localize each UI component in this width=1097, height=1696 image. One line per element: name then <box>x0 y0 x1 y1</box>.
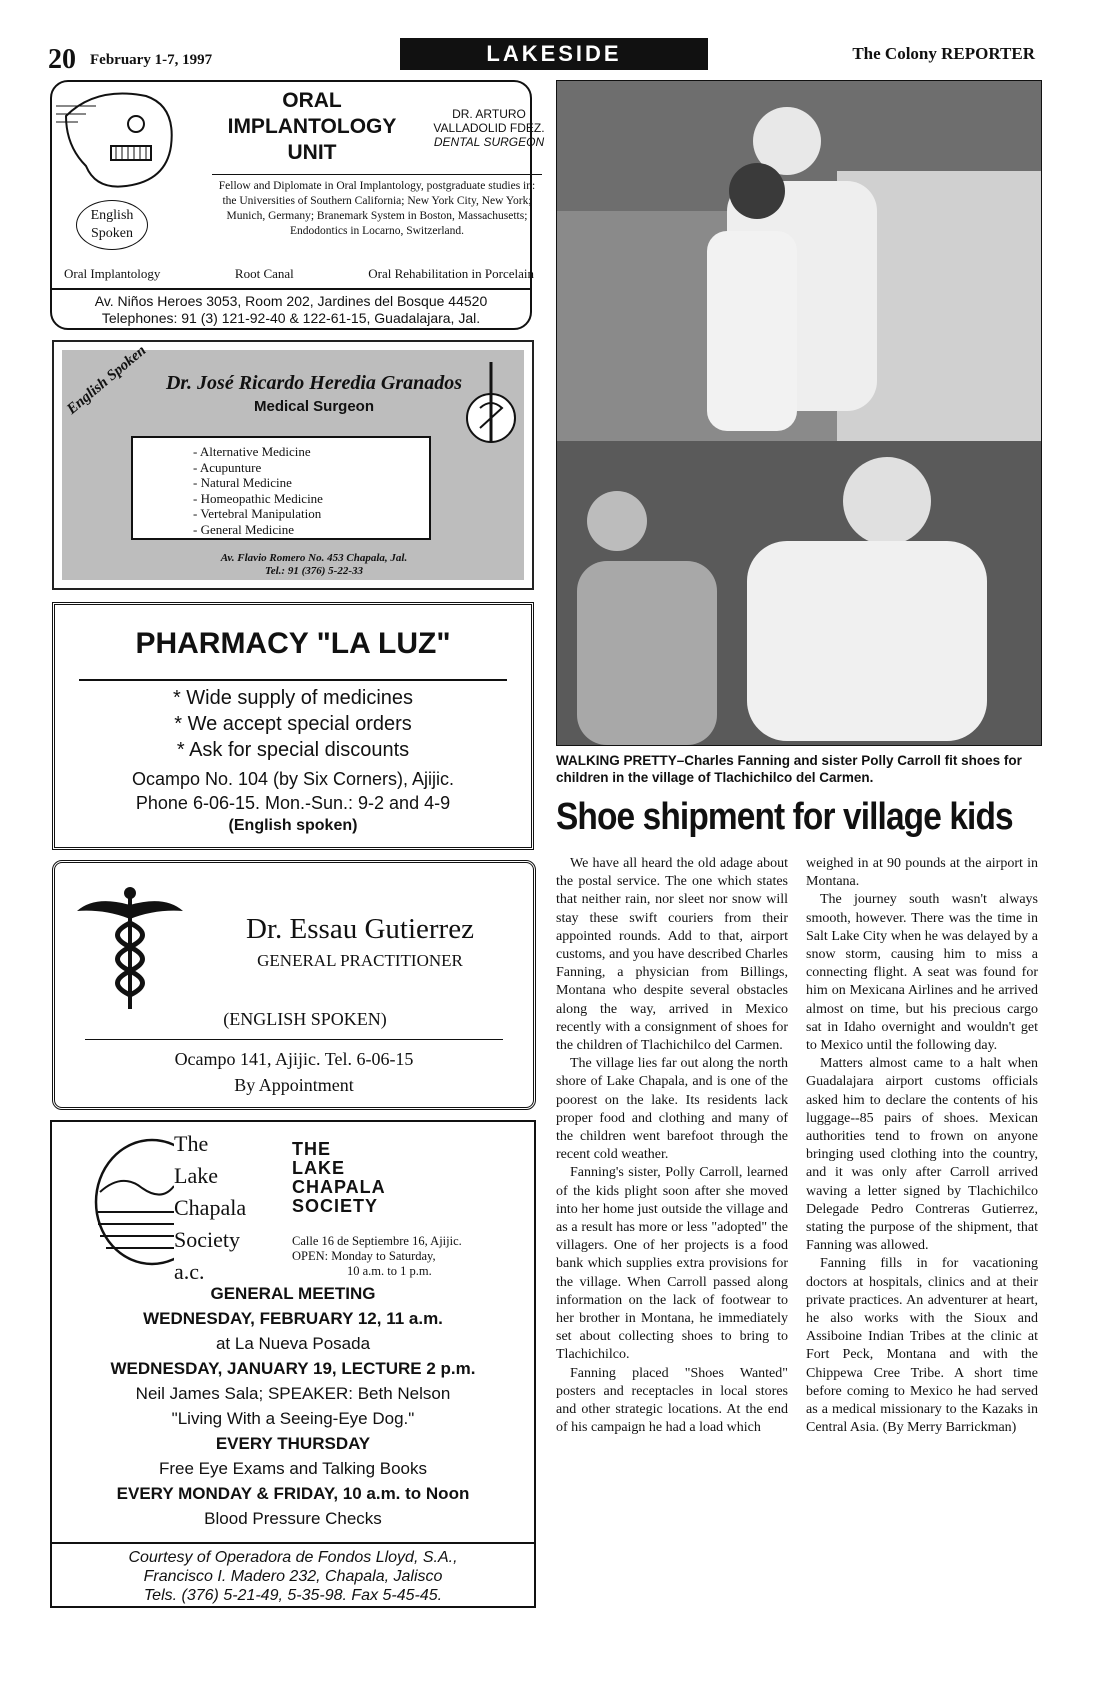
ad1-services <box>64 266 534 282</box>
gutierrez-role: GENERAL PRACTITIONER <box>257 951 463 970</box>
event-line: GENERAL MEETING <box>210 1284 376 1303</box>
event-line: EVERY MONDAY & FRIDAY, 10 a.m. to Noon <box>116 1484 470 1503</box>
pharmacy-address: Ocampo No. 104 (by Six Corners), Ajijic. <box>131 769 455 789</box>
pharmacy-bullet: * We accept special orders <box>174 713 412 735</box>
event-line: WEDNESDAY, JANUARY 19, LECTURE 2 p.m. <box>110 1359 476 1378</box>
service-item: Root Canal <box>234 266 294 281</box>
divider <box>85 1039 503 1040</box>
society-name <box>292 1140 386 1216</box>
society-credit <box>52 1542 534 1605</box>
pharmacy-phone-hours: Phone 6-06-15. Mon.-Sun.: 9-2 and 4-9 <box>135 793 451 813</box>
skull-illustration-icon <box>56 86 186 196</box>
gutierrez-english: (ENGLISH SPOKEN) <box>223 1009 387 1029</box>
ad2-phone: Tel.: 91 (376) 5-22-33 <box>265 565 363 577</box>
article-column-2 <box>806 855 1038 1438</box>
ad2-address: Av. Flavio Romero No. 453 Chapala, Jal. <box>220 552 408 564</box>
credit-line: Courtesy of Operadora de Fondos Lloyd, S.A., <box>128 1549 458 1566</box>
service-item: - General Medicine <box>193 521 295 537</box>
event-line: at La Nueva Posada <box>215 1334 371 1353</box>
divider <box>79 679 507 681</box>
paragraph: Matters almost came to a halt when Guadalajara airport customs officials asked him to declare the contents of his luggage--85 pairs of shoes. Mexican authorities tend to frown on anyone bringing used clothing into the country, and it was only after Carroll arrived waving a letter signed by Tlachichilco Delegade Pedro Contreras Gutierrez, stating the purpose of the shipment, that Fanning was allowed. <box>806 1056 1038 1254</box>
service-item: - Vertebral Manipulation <box>193 506 322 521</box>
event-line: EVERY THURSDAY <box>215 1434 371 1453</box>
service-item: - Alternative Medicine <box>193 444 311 459</box>
ad1-fellow-text: Fellow and Diplomate in Oral Implantology, postgraduate studies in: the Universities of Southern California; New York City, New York; Munich, Germany; Branemark System in Boston, Massachusetts; Endodontics in Locarno, Switzerland. <box>212 174 542 239</box>
service-item: Oral Rehabilitation in Porcelain <box>368 266 534 281</box>
logo-line: Lake <box>174 1163 218 1188</box>
ad1-title-2: IMPLANTOLOGY <box>227 115 397 138</box>
ad1-title-1: ORAL <box>282 89 342 112</box>
ad2-doctor-name: Dr. José Ricardo Heredia Granados <box>165 372 463 394</box>
hours-line: Calle 16 de Septiembre 16, Ajijic. <box>292 1234 462 1248</box>
name-line: THE <box>292 1139 331 1159</box>
ad2-services-list <box>131 436 431 540</box>
ad-lake-chapala-society <box>50 1120 536 1608</box>
hours-line: 10 a.m. to 1 p.m. <box>347 1264 432 1278</box>
ad1-doctor: DR. ARTURO VALLADOLID FDEZ. <box>433 107 545 135</box>
name-line: CHAPALA <box>292 1177 386 1197</box>
society-logo-icon <box>92 1132 174 1272</box>
service-item: Oral Implantology <box>64 266 161 281</box>
section-banner: LAKESIDE <box>400 38 708 70</box>
pharmacy-name: PHARMACY "LA LUZ" <box>135 627 451 660</box>
event-line: Blood Pressure Checks <box>204 1509 382 1528</box>
pharmacy-english: (English spoken) <box>228 817 358 834</box>
ad2-doctor-role: Medical Surgeon <box>253 398 375 415</box>
event-line: "Living With a Seeing-Eye Dog." <box>171 1409 415 1428</box>
ad1-title-3: UNIT <box>287 141 337 164</box>
name-line: LAKE <box>292 1158 345 1178</box>
paragraph: weighed in at 90 pounds at the airport in Montana. <box>806 856 1038 890</box>
service-item: - Homeopathic Medicine <box>193 490 323 506</box>
photo-placeholder <box>557 81 1041 745</box>
paragraph: Fanning fills in for vacationing doctors at hospitals, clinics and at their private practices. An adventurer at heart, he also works with the Sioux and Assiboine Indian Tribes at the clinic at Fort Peck, Montana and with the Chippewa Cree Tribe. A short time before coming to Mexico he had served as a medical missionary to the Kazaks in Central Asia. (By Merry Barrickman) <box>806 1256 1038 1436</box>
article-headline: Shoe shipment for village kids <box>556 796 1013 838</box>
pharmacy-bullet: * Ask for special discounts <box>176 739 410 761</box>
service-item: - Acupunture <box>193 459 262 475</box>
newspaper-name: The Colony REPORTER <box>852 44 1035 63</box>
paragraph: The village lies far out along the north shore of Lake Chapala, and is one of the poorest on the lake. Its residents lack proper food and clothing and many of the children went barefoot through the recent cold weather. <box>556 1056 788 1163</box>
ad1-phones: Telephones: 91 (3) 121-92-40 & 122-61-15, Guadalajara, Jal. <box>101 310 481 326</box>
article-column-1 <box>556 855 788 1438</box>
photo-caption: WALKING PRETTY–Charles Fanning and sister Polly Carroll fit shoes for children in the village of Tlachichilco del Carmen. <box>556 753 1022 785</box>
gutierrez-name: Dr. Essau Gutierrez <box>246 913 474 945</box>
english-spoken-diagonal: English Spoken <box>63 342 150 418</box>
english-spoken-badge <box>76 200 148 250</box>
society-hours <box>292 1234 532 1279</box>
name-line: SOCIETY <box>292 1196 379 1216</box>
gutierrez-address: Ocampo 141, Ajijic. Tel. 6-06-15 <box>174 1049 414 1069</box>
gutierrez-appointment: By Appointment <box>234 1075 354 1095</box>
issue-date: February 1-7, 1997 <box>90 52 213 68</box>
ad1-doctor-role: DENTAL SURGEON <box>433 135 545 149</box>
ad1-address: Av. Niños Heroes 3053, Room 202, Jardines del Bosque 44520 <box>94 293 488 309</box>
event-line: Neil James Sala; SPEAKER: Beth Nelson <box>135 1384 451 1403</box>
caduceus-icon <box>75 883 185 1013</box>
ad-heredia-medical <box>52 340 534 590</box>
logo-line: Society <box>174 1227 240 1252</box>
medical-emblem-icon <box>462 358 520 448</box>
credit-line: Francisco I. Madero 232, Chapala, Jalisco <box>143 1568 443 1585</box>
pharmacy-bullet: * Wide supply of medicines <box>172 687 414 709</box>
paragraph: We have all heard the old adage about the postal service. The one which states that neither rain, nor sleet nor snow will stay these swift couriers from their appointed rounds. Add to that, airport customs, and you have described Charles Fanning, a physician from Billings, Montana who despite several obstacles along the way, arrived in Mexico recently with a consignment of shoes for the children of Tlachichilco del Carmen. <box>556 856 788 1054</box>
service-item: - Natural Medicine <box>193 475 292 490</box>
logo-line: The <box>174 1131 209 1156</box>
logo-line: a.c. <box>174 1259 205 1284</box>
paragraph: Fanning placed "Shoes Wanted" posters and receptacles in local stores and other strategic locations. At the end of his campaign he had a load which <box>556 1365 788 1436</box>
badge-line-2: Spoken <box>91 226 133 241</box>
page-number: 20 <box>48 44 76 75</box>
badge-line-1: English <box>90 208 134 223</box>
ad-pharmacy-la-luz <box>52 602 534 850</box>
paragraph: Fanning's sister, Polly Carroll, learned of the kids plight soon after she moved into her home just outside the village and as a result has more or less "adopted" the villagers. One of her projects is a food bank which supplies extra provisions for the village. When Carroll passed along information on the lack of footwear to her brother in Montana, he immediately set about collecting shoes to bring to Tlachichilco. <box>556 1165 788 1363</box>
hours-line: OPEN: Monday to Saturday, <box>292 1249 436 1263</box>
credit-line: Tels. (376) 5-21-49, 5-35-98. Fax 5-45-45. <box>143 1587 443 1604</box>
ad-dr-gutierrez <box>52 860 536 1110</box>
logo-line: Chapala <box>174 1195 247 1220</box>
ad-oral-implantology <box>50 80 545 330</box>
event-line: WEDNESDAY, FEBRUARY 12, 11 a.m. <box>143 1309 443 1328</box>
article-photo <box>556 80 1042 746</box>
paragraph: The journey south wasn't always smooth, however. There was the time in Salt Lake City when he was delayed by a snow storm, causing him to miss a connecting flight. A seat was found for him on Mexicana Airlines and he arrived almost on time, but his precious cargo sat in Idaho overnight and wouldn't get to Mexico until the following day. <box>806 892 1038 1054</box>
society-logo-text <box>174 1128 246 1288</box>
event-line: Free Eye Exams and Talking Books <box>158 1459 428 1478</box>
